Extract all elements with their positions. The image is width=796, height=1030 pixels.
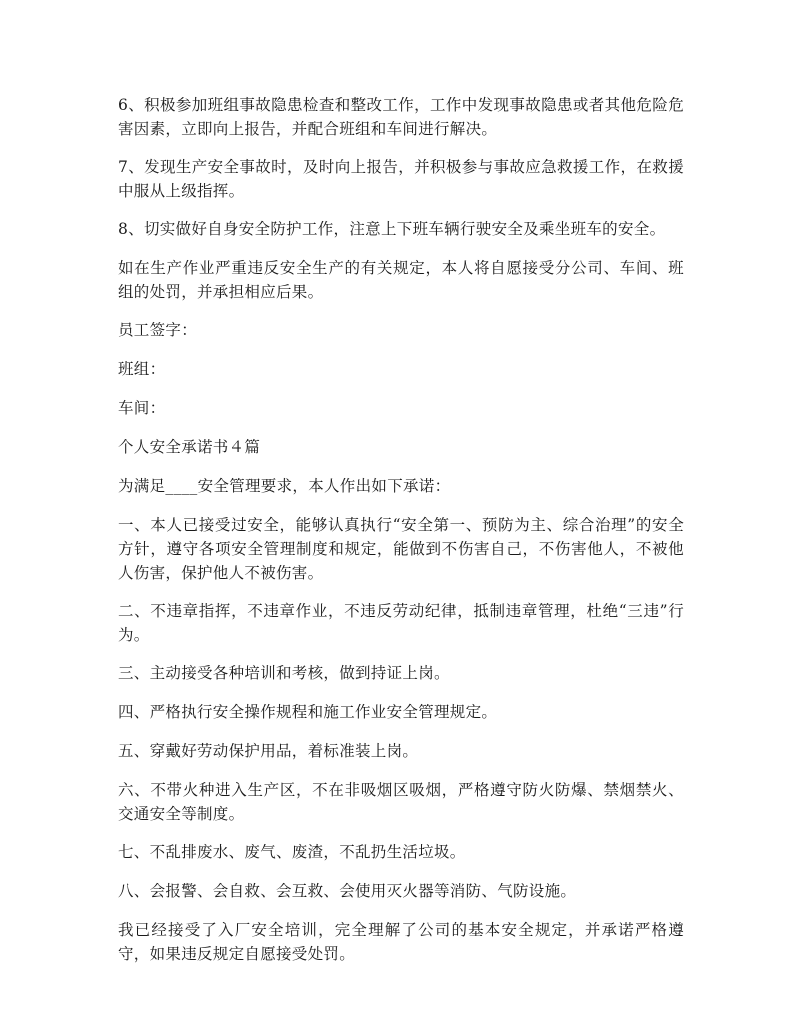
section-title: 个人安全承诺书４篇 [118, 438, 261, 456]
commitment-2: 二、不违章指挥，不违章作业，不违反劳动纪律，抵制违章管理，杜绝“三违”行为。 [118, 602, 684, 644]
team-label: 班组： [118, 360, 166, 378]
closing-statement: 我已经接受了入厂安全培训，完全理解了公司的基本安全规定，并承诺严格遵守，如果违反规定自愿接受处罚。 [118, 921, 684, 963]
commitment-8: 八、会报警、会自救、会互救、会使用灭火器等消防、气防设施。 [118, 882, 577, 900]
workshop-label: 车间： [118, 399, 166, 417]
clause-7: 7、发现生产安全事故时，及时向上报告，并积极参与事故应急救援工作，在救援中服从上级指挥。 [118, 158, 684, 200]
commitment-intro: 为满足____安全管理要求，本人作出如下承诺： [118, 477, 451, 495]
penalty-statement: 如在生产作业严重违反安全生产的有关规定，本人将自愿接受分公司、车间、班组的处罚，并承担相应后果。 [118, 259, 684, 301]
commitment-4: 四、严格执行安全操作规程和施工作业安全管理规定。 [118, 703, 498, 721]
employee-signature-label: 员工签字： [118, 321, 198, 339]
commitment-6: 六、不带火种进入生产区，不在非吸烟区吸烟，严格遵守防火防爆、禁烟禁火、交通安全等制度。 [118, 781, 684, 823]
clause-8: 8、切实做好自身安全防护工作，注意上下班车辆行驶安全及乘坐班车的安全。 [118, 220, 666, 238]
commitment-5: 五、穿戴好劳动保护用品，着标准装上岗。 [118, 742, 419, 760]
commitment-1: 一、本人已接受过安全，能够认真执行“安全第一、预防为主、综合治理”的安全方针，遵守各项安全管理制度和规定，能做到不伤害自己，不伤害他人，不被他人伤害，保护他人不被伤害。 [118, 516, 684, 582]
commitment-7: 七、不乱排废水、废气、废渣，不乱扔生活垃圾。 [118, 843, 466, 861]
clause-6: 6、积极参加班组事故隐患检查和整改工作，工作中发现事故隐患或者其他危险危害因素，立即向上报告，并配合班组和车间进行解决。 [118, 96, 684, 138]
document-body [118, 93, 684, 980]
commitment-3: 三、主动接受各种培训和考核，做到持证上岗。 [118, 664, 450, 682]
